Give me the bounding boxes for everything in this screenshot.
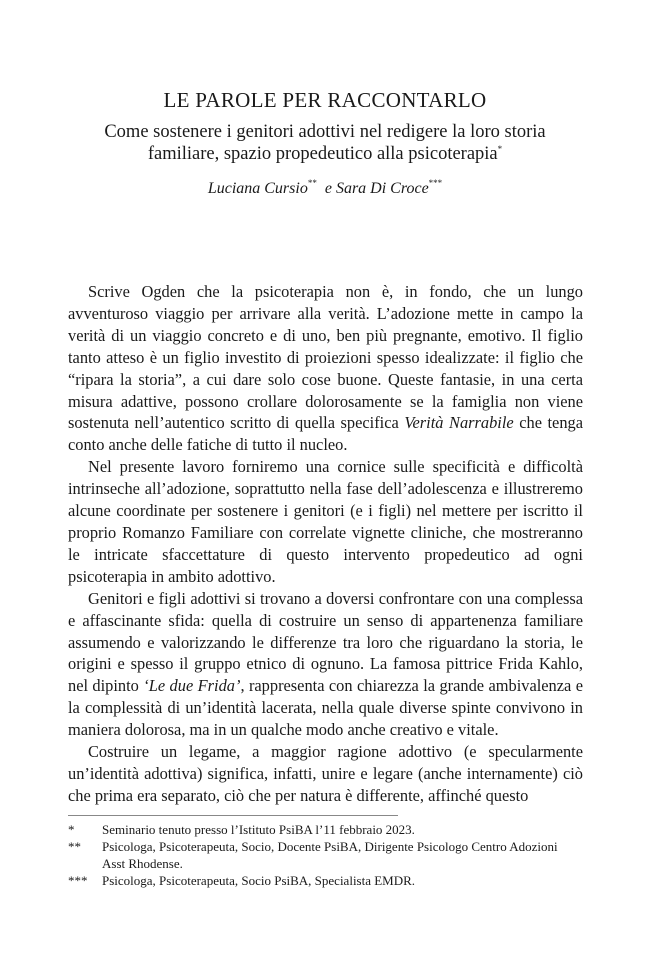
- author-2-footnote-mark: ***: [428, 178, 443, 188]
- paragraph-1-text-b: che tenga conto anche delle fatiche di tutto il nucleo.: [68, 413, 583, 455]
- paragraph-1: [68, 281, 583, 456]
- paragraph-4: Costruire un legame, a maggior ragione adottivo (e specularmente un’identità adottiva) significa, infatti, unire e legare (anche internamente) ciò che prima era separato, ciò che per natura è differente, affinché questo: [68, 742, 583, 805]
- footnote-text: Seminario tenuto presso l’Istituto PsiBA l’11 febbraio 2023.: [102, 822, 415, 837]
- subtitle-line-2: [0, 143, 650, 165]
- paragraph-3: [68, 588, 583, 741]
- paragraph-3-text-a: Genitori e figli adottivi si trovano a doversi confrontare con una complessa e affascinante sfida: quella di costruire un senso di appartenenza familiare assumendo e valorizzando le differenze tra loro che riguardano la storia, le origini e spesso il gruppo etnico di ognuno. La famosa pittrice Frida Kahlo, nel dipinto: [68, 588, 583, 696]
- article-subtitle: [0, 121, 650, 165]
- footnote: [68, 821, 583, 838]
- subtitle-line-1: Come sostenere i genitori adottivi nel redigere la loro storia: [104, 122, 546, 142]
- footnote-text: Psicologa, Psicoterapeuta, Socio, Docente PsiBA, Dirigente Psicologo Centro Adozioni Asst Rhodense.: [102, 839, 558, 871]
- paragraph-1-text-a: Scrive Ogden che la psicoterapia non è, in fondo, che un lungo avventuroso viaggio per arrivare alla verità. L’adozione mette in campo la verità di un viaggio concreto e di uno, ben più pregnante, emotivo. Il figlio tanto atteso è un figlio investito di proiezioni spesso idealizzate: il figlio che “ripara la storia”, a cui dare solo cose buone. Queste fantasie, in una certa misura adattive, possono crollare dolorosamente se la famiglia non viene sostenuta nell’autentico scritto di quella specifica: [68, 282, 583, 433]
- footnote-text: Psicologa, Psicoterapeuta, Socio PsiBA, Specialista EMDR.: [102, 873, 416, 888]
- footnote: [68, 838, 583, 872]
- author-conjunction: e: [324, 180, 332, 197]
- author-name-2: Sara Di Croce: [335, 180, 429, 197]
- subtitle-footnote-mark: *: [497, 144, 503, 154]
- article-title: LE PAROLE PER RACCONTARLO: [163, 88, 487, 112]
- paragraph-3-text-b: , rappresenta con chiarezza la grande ambivalenza e la complessità di un’identità lacerata, nella quale diverse spinte convivono in maniera dolorosa, ma in un qualche modo anche creativo e vitale.: [68, 676, 583, 740]
- footnote-divider: [68, 815, 398, 816]
- article-authors: [0, 180, 650, 198]
- author-name-1: Luciana Cursio: [207, 180, 308, 197]
- footnote-mark: ***: [68, 873, 88, 888]
- footnotes: [68, 821, 583, 889]
- footnote: [68, 872, 583, 889]
- paragraph-2: Nel presente lavoro forniremo una cornice sulle specificità e difficoltà intrinseche all’adozione, soprattutto nella fase dell’adolescenza e illustreremo alcune coordinate per sostenere i genitori (e i figli) nel mettere per iscritto il proprio Romanzo Familiare con correlate vignette cliniche, che mostreranno le intricate sfaccettature di questo intervento propedeutico ad ogni psicoterapia in ambito adottivo.: [68, 457, 583, 586]
- footnote-mark: *: [68, 822, 75, 837]
- paragraph-1-emphasis: Verità Narrabile: [404, 413, 514, 433]
- article-body: [68, 281, 583, 807]
- paragraph-3-emphasis: ‘Le due Frida’: [143, 676, 241, 696]
- subtitle-line-2-text: familiare, spazio propedeutico alla psicoterapia: [147, 144, 498, 164]
- footnote-mark: **: [68, 839, 81, 854]
- author-1-footnote-mark: **: [307, 178, 317, 188]
